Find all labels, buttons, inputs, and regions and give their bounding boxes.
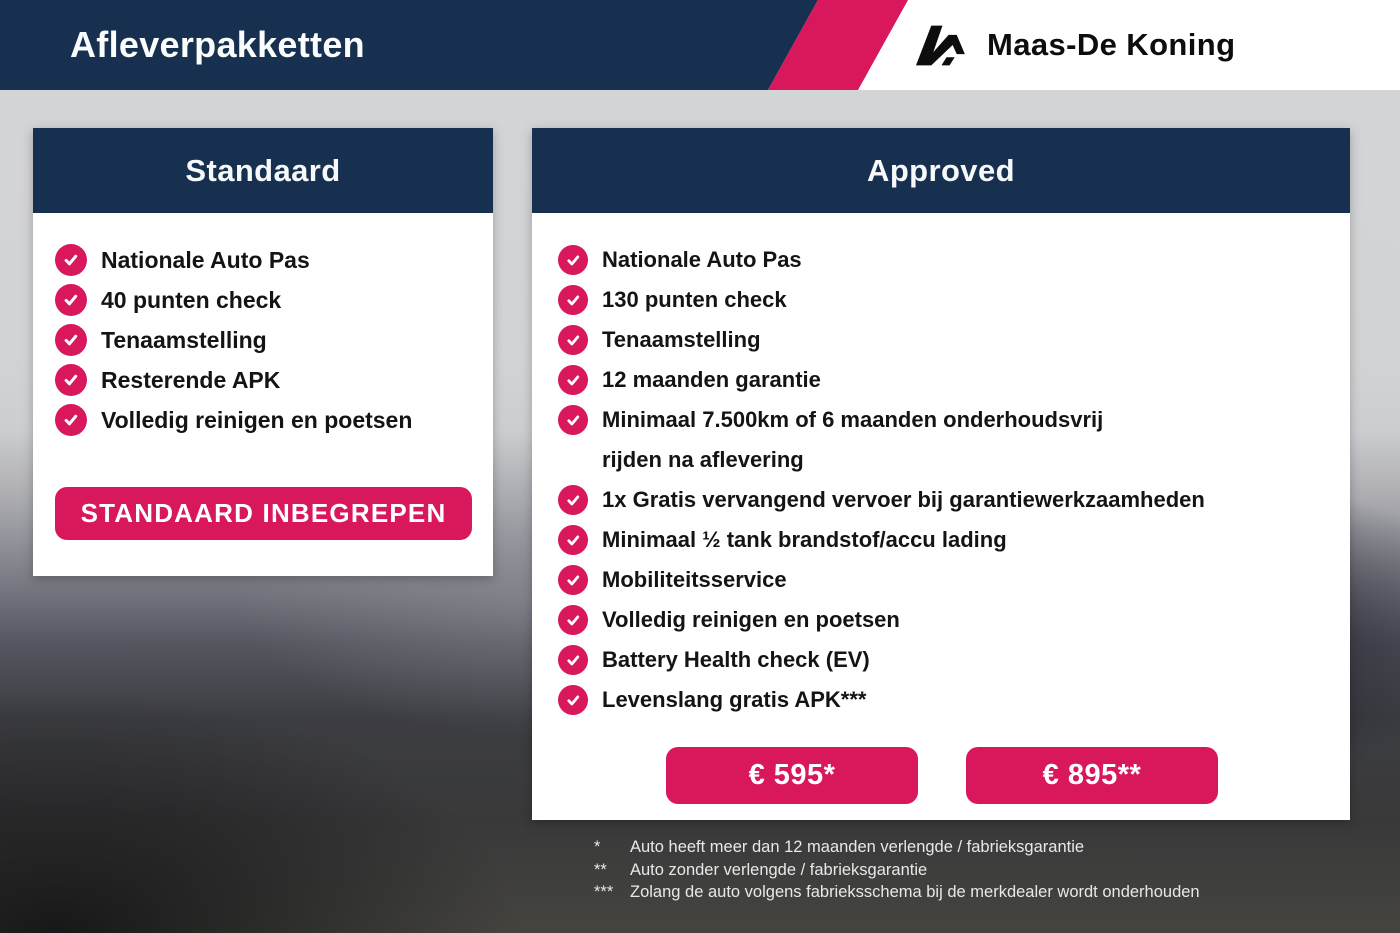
list-item (558, 600, 1326, 640)
footnote-marker: * (594, 838, 601, 856)
approved-package-card (532, 128, 1350, 820)
check-icon (558, 685, 588, 715)
top-header-bar (0, 0, 1400, 90)
feature-text: Resterende APK (101, 366, 281, 393)
check-icon (558, 365, 588, 395)
feature-text: Tenaamstelling (602, 327, 761, 352)
check-icon (558, 645, 588, 675)
check-icon (558, 245, 588, 275)
maas-de-koning-logo-icon (916, 21, 972, 69)
list-item (558, 400, 1326, 440)
approved-feature-list (558, 240, 1326, 720)
standard-card-body (33, 213, 493, 540)
feature-text: Volledig reinigen en poetsen (101, 406, 413, 433)
list-item (558, 560, 1326, 600)
standard-package-card (33, 128, 493, 576)
list-item (55, 320, 473, 360)
price-button-row (558, 747, 1326, 804)
check-icon (558, 605, 588, 635)
check-icon (55, 284, 87, 316)
list-item (558, 280, 1326, 320)
list-item (55, 400, 473, 440)
check-icon (55, 244, 87, 276)
page-title: Afleverpakketten (70, 24, 365, 65)
footnote-line (594, 881, 1374, 904)
list-item (558, 360, 1326, 400)
price-595-button[interactable]: € 595* (666, 747, 918, 804)
check-icon (558, 525, 588, 555)
check-icon (55, 324, 87, 356)
feature-text: Tenaamstelling (101, 326, 267, 353)
list-item (558, 320, 1326, 360)
feature-text: Levenslang gratis APK*** (602, 687, 867, 712)
standard-card-header (33, 128, 493, 213)
list-item-continuation (558, 440, 1326, 480)
check-icon (55, 404, 87, 436)
feature-text: Nationale Auto Pas (602, 247, 802, 272)
brand-name: Maas-De Koning (987, 27, 1236, 62)
list-item (55, 360, 473, 400)
list-item (558, 480, 1326, 520)
standard-feature-list (55, 240, 473, 440)
feature-text: Volledig reinigen en poetsen (602, 607, 900, 632)
standard-included-button[interactable]: STANDAARD INBEGREPEN (55, 487, 472, 540)
list-item (558, 640, 1326, 680)
check-icon (558, 405, 588, 435)
footnote-text: Auto heeft meer dan 12 maanden verlengde / fabrieksgarantie (630, 838, 1085, 856)
approved-card-body (532, 213, 1350, 804)
price-895-button[interactable]: € 895** (966, 747, 1218, 804)
list-item (558, 240, 1326, 280)
footnotes (594, 836, 1374, 904)
check-icon (558, 285, 588, 315)
icon-spacer (558, 445, 588, 475)
feature-text: Battery Health check (EV) (602, 647, 870, 672)
footnote-text: Zolang de auto volgens fabrieksschema bij de merkdealer wordt onderhouden (630, 883, 1200, 902)
feature-text: 1x Gratis vervangend vervoer bij garantiewerkzaamheden (602, 487, 1205, 512)
check-icon (55, 364, 87, 396)
check-icon (558, 485, 588, 515)
feature-text: rijden na aflevering (602, 447, 804, 472)
check-icon (558, 325, 588, 355)
approved-card-header (532, 128, 1350, 213)
feature-text: Mobiliteitsservice (602, 567, 787, 592)
list-item (55, 240, 473, 280)
approved-card-title: Approved (867, 152, 1015, 188)
list-item (558, 680, 1326, 720)
list-item (55, 280, 473, 320)
feature-text: 12 maanden garantie (602, 367, 821, 392)
footnote-marker: *** (594, 883, 614, 902)
footnote-text: Auto zonder verlengde / fabrieksgarantie (630, 860, 928, 879)
list-item (558, 520, 1326, 560)
standard-card-title: Standaard (185, 152, 341, 188)
brand-logo (916, 0, 1235, 90)
footnote-line (594, 836, 1374, 859)
check-icon (558, 565, 588, 595)
feature-text: 40 punten check (101, 286, 282, 313)
feature-text: 130 punten check (602, 287, 787, 312)
footnote-line (594, 859, 1374, 882)
feature-text: Minimaal 7.500km of 6 maanden onderhoudsvrij (602, 407, 1104, 432)
footnote-marker: ** (594, 860, 607, 879)
feature-text: Nationale Auto Pas (101, 246, 310, 273)
feature-text: Minimaal ½ tank brandstof/accu lading (602, 527, 1007, 552)
